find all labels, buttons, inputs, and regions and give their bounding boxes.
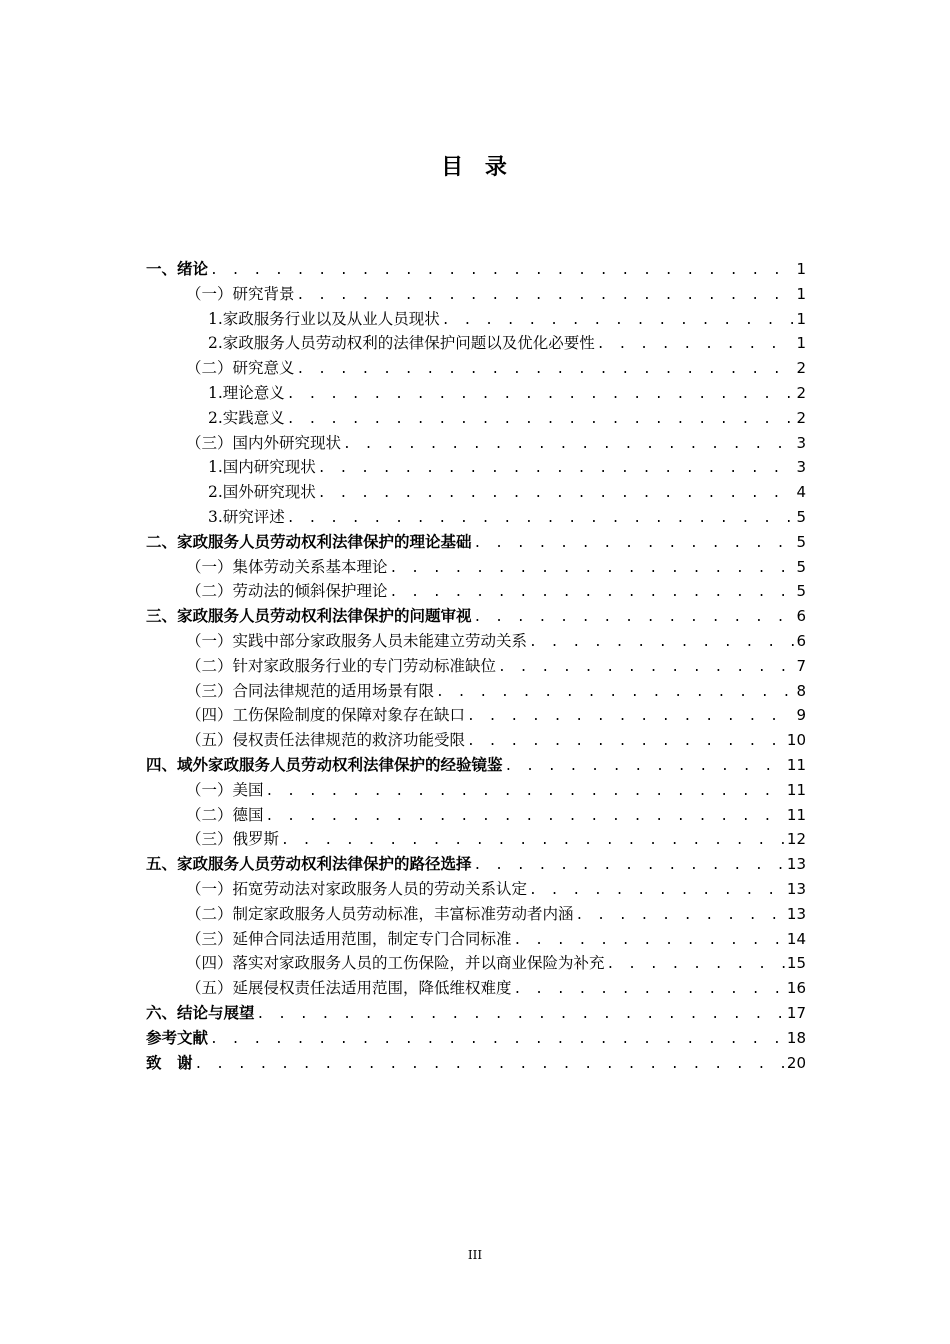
toc-entry-label: （二）制定家政服务人员劳动标准，丰富标准劳动者内涵 [186, 904, 574, 923]
toc-entry-label: （五）延展侵权责任法适用范围，降低维权难度 [186, 979, 512, 998]
toc-entry[interactable] [146, 852, 806, 877]
toc-entry-page: 7 [796, 656, 806, 675]
toc-entry[interactable] [146, 505, 806, 530]
toc-entry-page: 20 [786, 1053, 806, 1072]
toc-entry[interactable] [146, 579, 806, 604]
toc-entry-page: 5 [796, 507, 806, 526]
toc-entry[interactable] [146, 480, 806, 505]
toc-entry[interactable] [146, 827, 806, 852]
toc-dot-leader [529, 879, 785, 902]
toc-entry-page: 3 [796, 458, 806, 477]
toc-entry-label: 2.家政服务人员劳动权利的法律保护问题以及优化必要性 [208, 334, 595, 353]
toc-entry-label: 1.国内研究现状 [208, 458, 316, 477]
toc-entry-page: 9 [796, 706, 806, 725]
toc-entry[interactable] [146, 381, 806, 406]
toc-entry-label: 六、结论与展望 [146, 1003, 255, 1022]
toc-entry[interactable] [146, 927, 806, 952]
toc-entry-label: 参考文献 [146, 1028, 209, 1047]
toc-entry-label: 二、家政服务人员劳动权利法律保护的理论基础 [146, 532, 472, 551]
toc-entry-label: 2.实践意义 [208, 408, 285, 427]
toc-dot-leader [474, 854, 785, 877]
toc-entry[interactable] [146, 604, 806, 629]
toc-dot-leader [505, 755, 785, 778]
toc-entry[interactable] [146, 654, 806, 679]
toc-entry[interactable] [146, 331, 806, 356]
toc-entry[interactable] [146, 282, 806, 307]
toc-dot-leader [343, 433, 794, 456]
toc-dot-leader [498, 656, 794, 679]
toc-entry-page: 1 [796, 260, 806, 278]
toc-entry-label: （三）延伸合同法适用范围，制定专门合同标准 [186, 929, 512, 948]
toc-entry-label: 3.研究评述 [208, 507, 285, 526]
toc-entry-page: 1 [796, 309, 806, 328]
toc-dot-leader [390, 581, 795, 604]
toc-entry-page: 1 [796, 284, 806, 303]
toc-entry-page: 15 [786, 954, 806, 973]
toc-entry-page: 14 [786, 929, 806, 948]
toc-dot-leader [529, 631, 794, 654]
toc-entry-page: 6 [796, 631, 806, 650]
toc-entry[interactable] [146, 257, 806, 282]
toc-entry-page: 3 [796, 433, 806, 452]
toc-entry-label: 2.国外研究现状 [208, 483, 316, 502]
toc-entry[interactable] [146, 951, 806, 976]
toc-entry[interactable] [146, 406, 806, 431]
toc-dot-leader [390, 557, 795, 580]
toc-entry-label: 1.家政服务行业以及从业人员现状 [208, 309, 440, 328]
table-of-contents [146, 257, 806, 1075]
toc-entry-label: （五）侵权责任法律规范的救济功能受限 [186, 731, 466, 750]
toc-entry-page: 1 [796, 334, 806, 353]
toc-entry-label: （二）研究意义 [186, 359, 295, 378]
toc-entry[interactable] [146, 803, 806, 828]
toc-entry-page: 6 [796, 607, 806, 626]
toc-entry-page: 5 [796, 557, 806, 576]
toc-dot-leader [597, 333, 795, 356]
toc-entry-label: （一）实践中部分家政服务人员未能建立劳动关系 [186, 631, 528, 650]
toc-entry-page: 4 [796, 483, 806, 502]
toc-entry[interactable] [146, 753, 806, 778]
toc-dot-leader [442, 309, 795, 332]
page-number: III [467, 1248, 483, 1262]
toc-entry[interactable] [146, 431, 806, 456]
toc-dot-leader [467, 730, 785, 753]
toc-entry-page: 2 [796, 359, 806, 378]
toc-entry-label: （一）拓宽劳动法对家政服务人员的劳动关系认定 [186, 879, 528, 898]
toc-dot-leader [474, 606, 795, 629]
toc-entry-label: （三）合同法律规范的适用场景有限 [186, 681, 435, 700]
toc-entry-page: 11 [786, 780, 806, 799]
toc-entry[interactable] [146, 679, 806, 704]
page-title: 目 录 [441, 155, 509, 180]
toc-entry-page: 5 [796, 532, 806, 551]
toc-entry-label: （四）落实对家政服务人员的工伤保险，并以商业保险为补充 [186, 954, 605, 973]
toc-dot-leader [287, 408, 795, 431]
toc-entry-page: 17 [786, 1003, 806, 1022]
toc-entry-page: 11 [786, 755, 806, 774]
toc-dot-leader [436, 681, 794, 704]
toc-dot-leader [266, 780, 785, 803]
toc-entry[interactable] [146, 1001, 806, 1026]
toc-entry[interactable] [146, 1026, 806, 1051]
toc-entry-label: （二）德国 [186, 805, 264, 824]
toc-entry-page: 2 [796, 408, 806, 427]
toc-dot-leader [467, 705, 794, 728]
toc-entry-label: 五、家政服务人员劳动权利法律保护的路径选择 [146, 855, 472, 874]
toc-entry-label: 1.理论意义 [208, 383, 285, 402]
toc-entry-label: （一）集体劳动关系基本理论 [186, 557, 388, 576]
toc-entry-label: （四）工伤保险制度的保障对象存在缺口 [186, 706, 466, 725]
toc-entry-page: 13 [786, 855, 806, 874]
toc-dot-leader [287, 507, 795, 530]
toc-dot-leader [266, 805, 785, 828]
toc-entry[interactable] [146, 555, 806, 580]
toc-entry-label: （二）劳动法的倾斜保护理论 [186, 582, 388, 601]
toc-entry[interactable] [146, 307, 806, 332]
toc-entry-page: 10 [786, 731, 806, 750]
toc-entry-label: （一）研究背景 [186, 284, 295, 303]
toc-entry-label: （一）美国 [186, 780, 264, 799]
toc-entry-page: 16 [786, 979, 806, 998]
toc-entry-label: 致 谢 [146, 1053, 193, 1072]
toc-entry-page: 8 [796, 681, 806, 700]
toc-dot-leader [514, 929, 785, 952]
toc-dot-leader [257, 1003, 785, 1026]
toc-dot-leader [210, 1028, 785, 1051]
toc-dot-leader [318, 482, 795, 505]
toc-entry-label: （三）俄罗斯 [186, 830, 280, 849]
toc-entry-label: （二）针对家政服务行业的专门劳动标准缺位 [186, 656, 497, 675]
toc-entry[interactable] [146, 455, 806, 480]
toc-entry[interactable] [146, 629, 806, 654]
toc-dot-leader [281, 829, 785, 852]
toc-entry-page: 13 [786, 879, 806, 898]
toc-entry[interactable] [146, 778, 806, 803]
toc-entry[interactable] [146, 877, 806, 902]
toc-entry[interactable] [146, 530, 806, 555]
toc-dot-leader [195, 1053, 785, 1076]
toc-dot-leader [297, 358, 795, 381]
toc-dot-leader [607, 953, 785, 976]
toc-entry-label: （三）国内外研究现状 [186, 433, 342, 452]
toc-entry-page: 12 [786, 830, 806, 849]
toc-entry-page: 5 [796, 582, 806, 601]
toc-entry-page: 11 [786, 805, 806, 824]
toc-entry[interactable] [146, 976, 806, 1001]
toc-dot-leader [514, 978, 785, 1001]
toc-entry-page: 18 [786, 1028, 806, 1047]
toc-entry-label: 三、家政服务人员劳动权利法律保护的问题审视 [146, 607, 472, 626]
toc-entry[interactable] [146, 728, 806, 753]
toc-entry[interactable] [146, 356, 806, 381]
toc-entry[interactable] [146, 1051, 806, 1076]
toc-dot-leader [287, 383, 795, 406]
toc-dot-leader [318, 457, 795, 480]
toc-dot-leader [297, 284, 795, 307]
toc-dot-leader [474, 532, 795, 555]
toc-entry[interactable] [146, 703, 806, 728]
toc-entry-page: 13 [786, 904, 806, 923]
toc-dot-leader [210, 259, 794, 282]
toc-entry-page: 2 [796, 383, 806, 402]
toc-entry-label: 四、域外家政服务人员劳动权利法律保护的经验镜鉴 [146, 755, 503, 774]
toc-entry[interactable] [146, 902, 806, 927]
toc-dot-leader [576, 904, 785, 927]
toc-entry-label: 一、绪论 [146, 260, 209, 278]
